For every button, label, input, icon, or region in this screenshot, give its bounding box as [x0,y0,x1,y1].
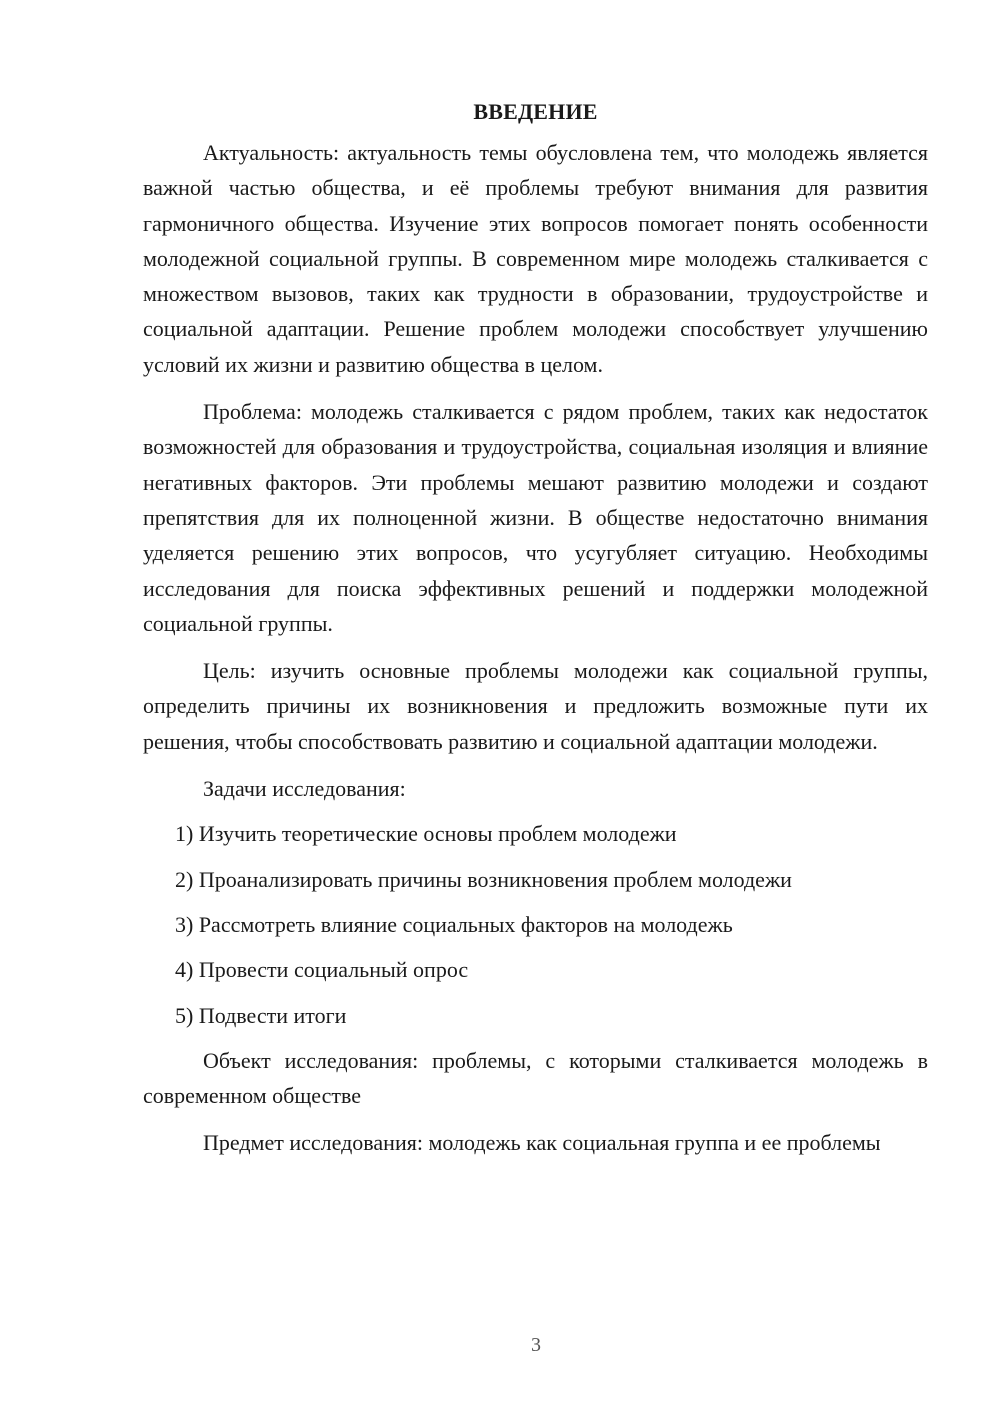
paragraph-goal: Цель: изучить основные проблемы молодежи как социальной группы, определить причины их возникновения и предложить возможные пути их решения, чтобы способствовать развитию и социальной адаптации молодежи. [143,658,928,754]
task-item: 5) Подвести итоги [175,1002,347,1028]
task-item: 1) Изучить теоретические основы проблем молодежи [175,821,677,847]
task-item: 2) Проанализировать причины возникновения проблем молодежи [175,866,792,892]
section-heading: ВВЕДЕНИЕ [473,99,598,124]
page-content [143,96,928,1171]
tasks-title: Задачи исследования: [203,776,406,802]
paragraph-subject: Предмет исследования: молодежь как социальная группа и ее проблемы [203,1130,881,1156]
task-list [143,816,928,1032]
task-item: 3) Рассмотреть влияние социальных факторов на молодежь [175,911,733,937]
paragraph-object: Объект исследования: проблемы, с которыми сталкивается молодежь в современном обществе [143,1047,928,1109]
page-number: 3 [531,1334,541,1356]
task-item: 4) Провести социальный опрос [175,957,469,983]
paragraph-problem: Проблема: молодежь сталкивается с рядом проблем, таких как недостаток возможностей для образования и трудоустройства, социальная изоляция и влияние негативных факторов. Эти проблемы мешают развитию молодежи и создают препятствия для их полноценной жизни. В обществе недостаточно внимания уделяется решению этих вопросов, что усугубляет ситуацию. Необходимы исследования для поиска эффективных решений и поддержки молодежной социальной группы. [143,399,928,636]
paragraph-relevance: Актуальность: актуальность темы обусловлена тем, что молодежь является важной частью общества, и её проблемы требуют внимания для развития гармоничного общества. Изучение этих вопросов помогает понять особенности молодежной социальной группы. В современном мире молодежь сталкивается с множеством вызовов, таких как трудности в образовании, трудоустройстве и социальной адаптации. Решение проблем молодежи способствует улучшению условий их жизни и развитию общества в целом. [143,140,928,377]
